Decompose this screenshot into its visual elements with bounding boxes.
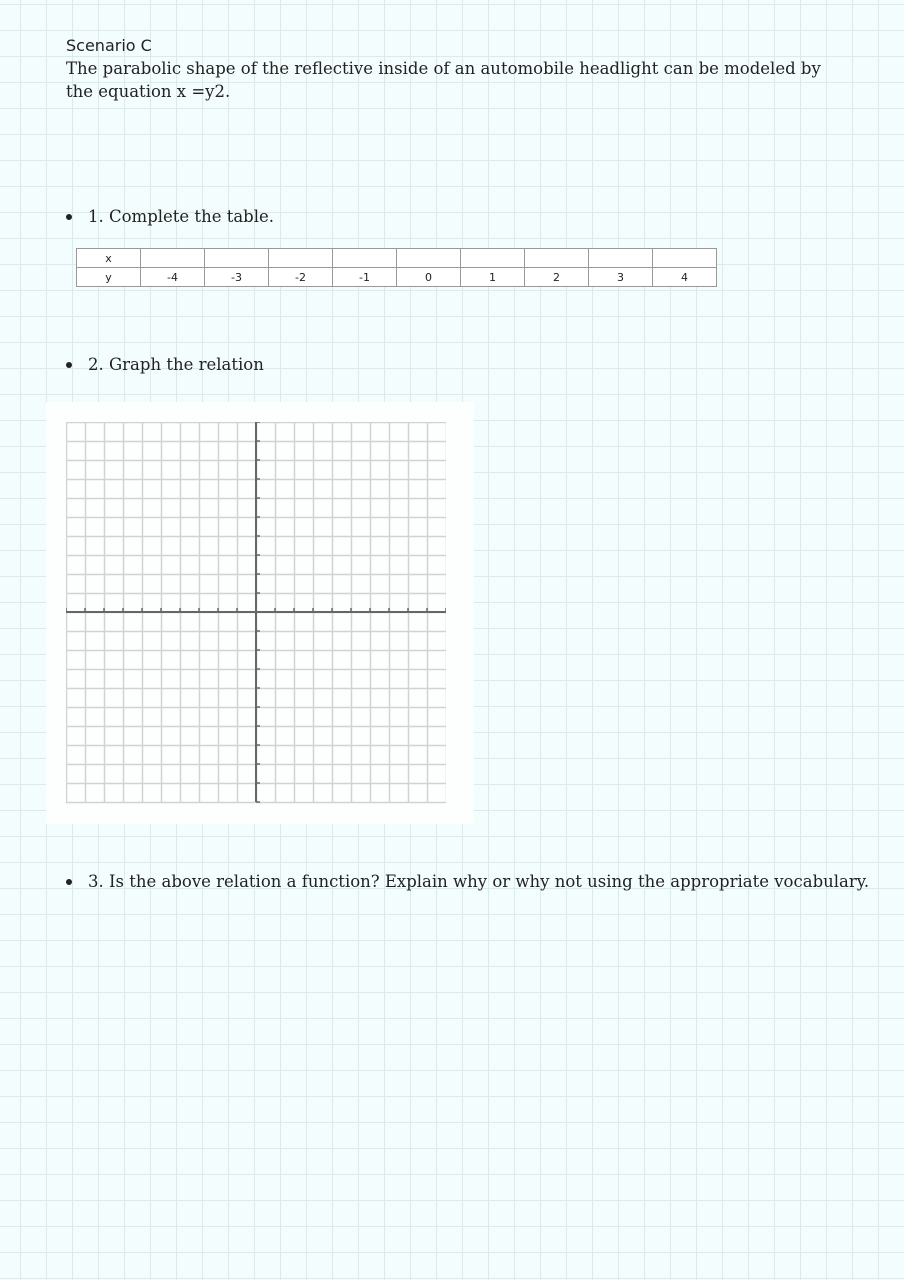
y-header: y: [77, 268, 141, 287]
y-cell: 1: [461, 268, 525, 287]
x-cell[interactable]: [205, 249, 269, 268]
scenario-title: Scenario C: [66, 36, 152, 55]
x-cell[interactable]: [397, 249, 461, 268]
y-cell: -4: [141, 268, 205, 287]
y-cell: 0: [397, 268, 461, 287]
x-cell[interactable]: [653, 249, 717, 268]
x-header: x: [77, 249, 141, 268]
question-label: 3. Is the above relation a function? Explain why or why not using the appropriate vocabulary.: [88, 872, 870, 891]
y-cell: 2: [525, 268, 589, 287]
x-cell[interactable]: [269, 249, 333, 268]
y-cell: 4: [653, 268, 717, 287]
question-3: [66, 872, 869, 891]
y-cell: -3: [205, 268, 269, 287]
bullet-icon: [66, 362, 72, 368]
y-cell: -2: [269, 268, 333, 287]
y-cell: -1: [333, 268, 397, 287]
x-cell[interactable]: [589, 249, 653, 268]
x-cell[interactable]: [333, 249, 397, 268]
question-2: [66, 355, 264, 374]
question-1: [66, 207, 274, 226]
question-label: 2. Graph the relation: [88, 355, 264, 374]
bullet-icon: [66, 879, 72, 885]
x-cell[interactable]: [141, 249, 205, 268]
table-row-y: [77, 268, 717, 287]
question-label: 1. Complete the table.: [88, 207, 275, 226]
scenario-description: The parabolic shape of the reflective inside of an automobile headlight can be modeled by the equation x =y2.: [66, 59, 821, 101]
x-cell[interactable]: [525, 249, 589, 268]
table-row-x: [77, 249, 717, 268]
x-cell[interactable]: [461, 249, 525, 268]
y-cell: 3: [589, 268, 653, 287]
xy-table: [76, 248, 717, 287]
bullet-icon: [66, 214, 72, 220]
coordinate-grid[interactable]: [66, 422, 446, 804]
